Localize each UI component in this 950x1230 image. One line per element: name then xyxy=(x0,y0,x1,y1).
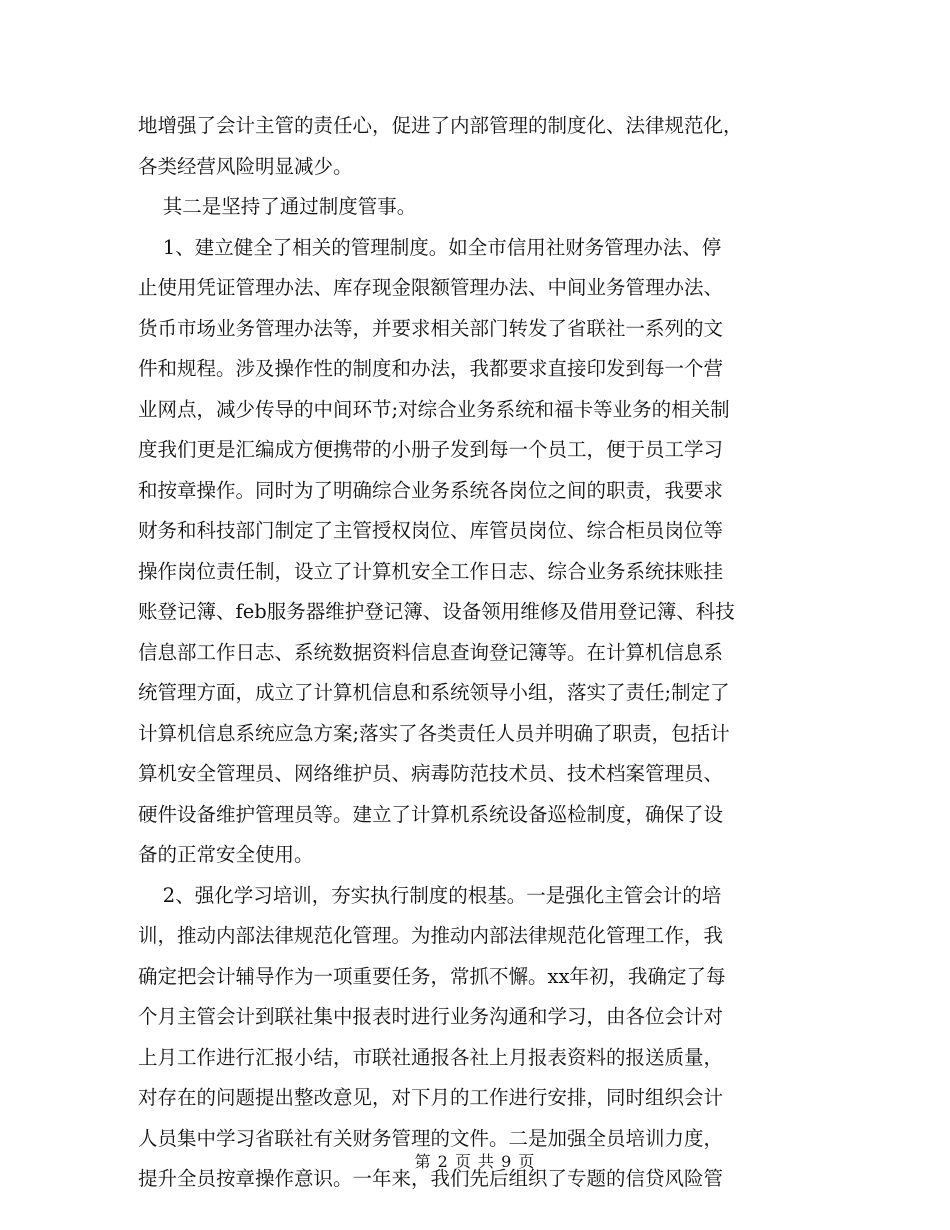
text-line: 信息部工作日志、系统数据资料信息查询登记簿等。在计算机信息系 xyxy=(138,640,724,664)
page-footer: 第 2 页 共 9 页 xyxy=(414,1152,536,1171)
text-line: 训，推动内部法律规范化管理。为推动内部法律规范化管理工作，我 xyxy=(138,924,724,947)
text-line: 人员集中学习省联社有关财务管理的文件。二是加强全员培训力度， xyxy=(138,1126,724,1150)
text-line: 2、强化学习培训，夯实执行制度的根基。一是强化主管会计的培 xyxy=(138,883,722,907)
text-line: 统管理方面，成立了计算机信息和系统领导小组，落实了责任;制定了 xyxy=(138,681,730,704)
text-line: 财务和科技部门制定了主管授权岗位、库管员岗位、综合柜员岗位等 xyxy=(138,519,724,542)
text-line: 对存在的问题提出整改意见，对下月的工作进行安排，同时组织会计 xyxy=(138,1086,724,1109)
text-line: 个月主管会计到联社集中报表时进行业务沟通和学习，由各位会计对 xyxy=(138,1005,724,1028)
text-line: 硬件设备维护管理员等。建立了计算机系统设备巡检制度，确保了设 xyxy=(138,802,724,826)
text-line: 账登记簿、feb服务器维护登记簿、设备领用维修及借用登记簿、科技 xyxy=(138,600,735,623)
text-line: 算机安全管理员、网络维护员、病毒防范技术员、技术档案管理员、 xyxy=(138,762,724,785)
text-line: 上月工作进行汇报小结，市联社通报各社上月报表资料的报送质量， xyxy=(138,1045,724,1069)
text-line: 件和规程。涉及操作性的制度和办法，我都要求直接印发到每一个营 xyxy=(138,357,724,380)
text-line: 货币市场业务管理办法等，并要求相关部门转发了省联社一系列的文 xyxy=(138,316,724,340)
text-line: 地增强了会计主管的责任心，促进了内部管理的制度化、法律规范化， xyxy=(138,114,743,137)
text-line: 备的正常安全使用。 xyxy=(138,843,314,866)
text-line: 止使用凭证管理办法、库存现金限额管理办法、中间业务管理办法、 xyxy=(138,276,724,299)
text-line: 其二是坚持了通过制度管事。 xyxy=(138,195,417,218)
text-line: 各类经营风险明显减少。 xyxy=(138,154,353,178)
text-line: 度我们更是汇编成方便携带的小册子发到每一个员工，便于员工学习 xyxy=(138,438,724,461)
text-line: 确定把会计辅导作为一项重要任务，常抓不懈。xx年初，我确定了每 xyxy=(138,964,726,988)
text-line: 业网点，减少传导的中间环节;对综合业务系统和福卡等业务的相关制 xyxy=(138,397,730,421)
body-text xyxy=(138,106,810,1200)
text-line: 提升全员按章操作意识。一年来，我们先后组织了专题的信贷风险管 xyxy=(138,1167,724,1190)
text-line: 计算机信息系统应急方案;落实了各类责任人员并明确了职责，包括计 xyxy=(138,721,730,745)
text-line: 操作岗位责任制，设立了计算机安全工作日志、综合业务系统抹账挂 xyxy=(138,559,724,583)
text-line: 1、建立健全了相关的管理制度。如全市信用社财务管理办法、停 xyxy=(138,235,722,259)
text-line: 和按章操作。同时为了明确综合业务系统各岗位之间的职责，我要求 xyxy=(138,478,724,502)
